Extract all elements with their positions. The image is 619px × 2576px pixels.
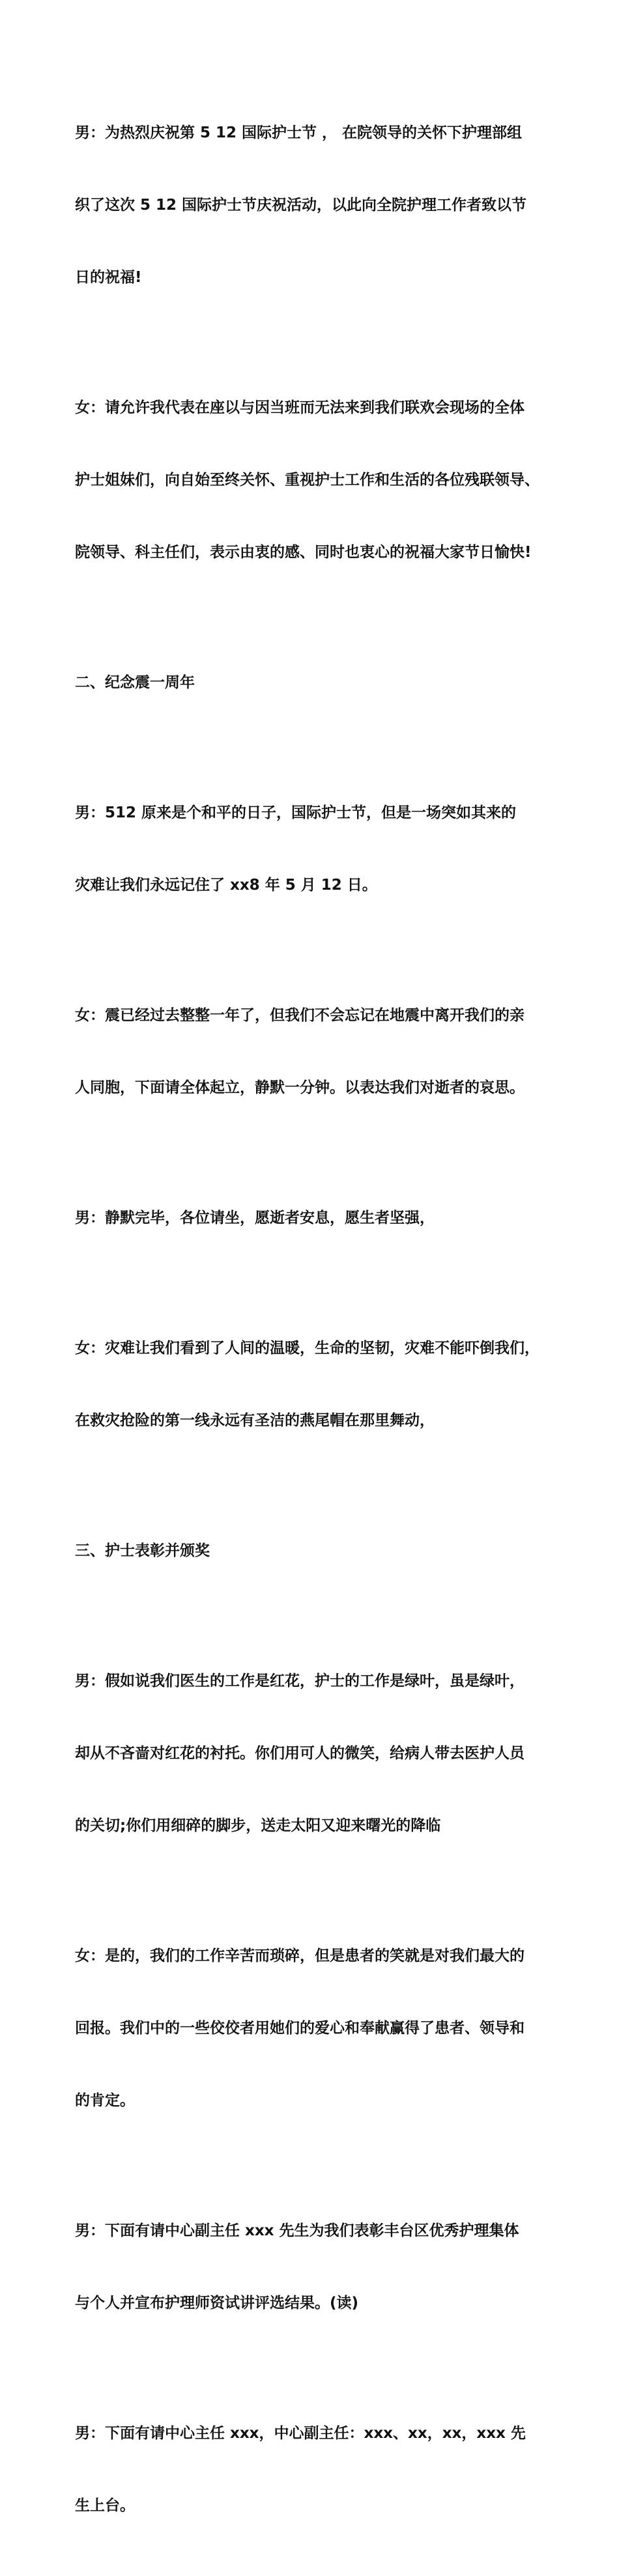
text-line: 织了这次 5 12 国际护士节庆祝活动，以此向全院护理工作者致以节 xyxy=(75,197,527,214)
text-line: 女：请允许我代表在座以与因当班而无法来到我们联欢会现场的全体 xyxy=(75,399,525,416)
text-line: 男：假如说我们医生的工作是红花，护士的工作是绿叶，虽是绿叶， xyxy=(75,1673,525,1690)
document-body xyxy=(75,73,554,2576)
paragraph-male-director xyxy=(75,2373,554,2566)
paragraph-male-intro xyxy=(75,73,554,338)
text-line: 男：静默完毕，各位请坐，愿逝者安息，愿生者坚强， xyxy=(75,1210,435,1226)
text-line: 女：震已经过去整整一年了，但我们不会忘记在地震中离开我们的亲 xyxy=(75,1007,525,1024)
text-line: 男：512 原来是个和平的日子，国际护士节，但是一场突如其来的 xyxy=(75,804,517,821)
text-line: 男：为热烈庆祝第 5 12 国际护士节 ， 在院领导的关怀下护理部组 xyxy=(75,124,523,141)
text-line: 在救灾抢险的第一线永远有圣洁的燕尾帽在那里舞动， xyxy=(75,1412,435,1429)
text-line: 男：下面有请中心主任 xxx，中心副主任：xxx、xx，xx，xxx 先 xyxy=(75,2425,526,2442)
paragraph-female-reward xyxy=(75,1896,554,2161)
section-heading-memorial xyxy=(75,623,554,743)
paragraph-male-flowers xyxy=(75,1621,554,1886)
text-line: 的肯定。 xyxy=(75,2092,135,2109)
paragraph-male-vice-director xyxy=(75,2171,554,2364)
text-line: 的关切;你们用细碎的脚步，送走太阳又迎来曙光的降临 xyxy=(75,1817,441,1834)
paragraph-female-silence xyxy=(75,955,554,1148)
text-line: 却从不吝啬对红花的衬托。你们用可人的微笑，给病人带去医护人员 xyxy=(75,1745,525,1762)
section-heading-awards xyxy=(75,1491,554,1611)
text-line: 灾难让我们永远记住了 xx8 年 5 月 12 日。 xyxy=(75,877,377,894)
text-line: 院领导、科主任们，表示由衷的感、同时也衷心的祝福大家节日愉快! xyxy=(75,544,532,561)
text-line: 日的祝福! xyxy=(75,269,142,286)
text-line: 生上台。 xyxy=(75,2497,135,2514)
paragraph-male-512 xyxy=(75,753,554,946)
paragraph-female-intro xyxy=(75,348,554,613)
text-line: 护士姐妹们，向自始至终关怀、重视护士工作和生活的各位残联领导、 xyxy=(75,472,540,488)
text-line: 女：灾难让我们看到了人间的温暖，生命的坚韧，灾难不能吓倒我们， xyxy=(75,1340,540,1357)
heading-line: 二、纪念震一周年 xyxy=(75,674,195,691)
text-line: 与个人并宣布护理师资试讲评选结果。(读) xyxy=(75,2295,359,2312)
text-line: 男：下面有请中心副主任 xxx 先生为我们表彰丰台区优秀护理集体 xyxy=(75,2222,519,2239)
text-line: 女：是的，我们的工作辛苦而琐碎，但是患者的笑就是对我们最大的 xyxy=(75,1947,525,1964)
text-line: 回报。我们中的一些佼佼者用她们的爱心和奉献赢得了患者、领导和 xyxy=(75,2020,525,2037)
text-line: 人同胞，下面请全体起立，静默一分钟。以表达我们对逝者的哀思。 xyxy=(75,1079,525,1096)
paragraph-female-disaster xyxy=(75,1288,554,1481)
heading-line: 三、护士表彰并颁奖 xyxy=(75,1542,210,1559)
paragraph-male-sit xyxy=(75,1158,554,1279)
